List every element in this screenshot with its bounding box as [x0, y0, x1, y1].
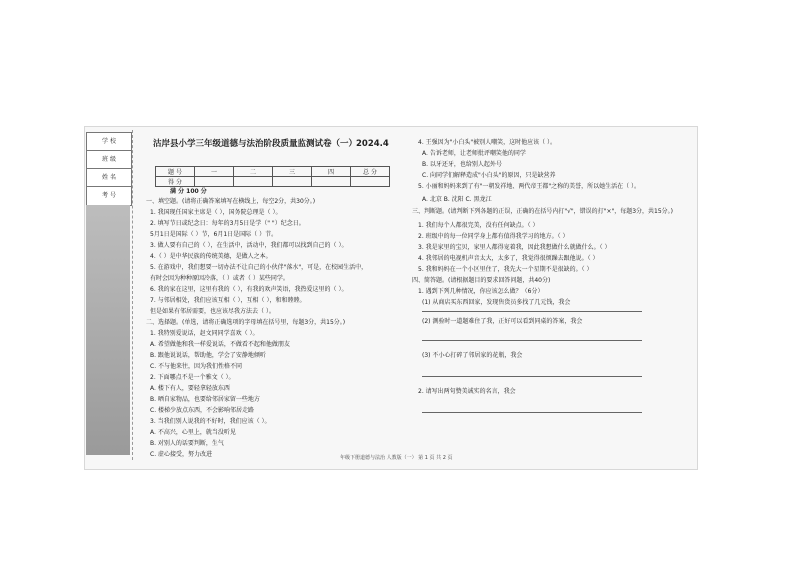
section-4-heading: 四、简答题。(请根据题目的要求回答问题，共40分)	[412, 277, 551, 284]
question-line: (2) 测验时一道题难住了我，正好可以看到同桌的答案，我会	[422, 318, 583, 325]
option-line: A. 不高兴，心里上，就当没听见	[150, 429, 236, 436]
score-header-cell: 总 分	[351, 167, 390, 177]
binding-band	[86, 205, 130, 455]
judge-line: 3. 我是家里的宝贝，家里人都得宠着我，因此我想做什么就做什么。（ ）	[418, 244, 611, 251]
page-footer: 年级下册道德与法治 人教版（一） 第 1 页 共 2 页	[340, 455, 453, 461]
option-line: A. 告诉老师，让老师批评嘲笑他的同学	[422, 150, 526, 157]
question-line: 6. 我的家在这里，这里有我的（ ），有我的欢声笑语，我热爱这里的（ ）。	[150, 286, 348, 293]
full-score: 满 分 100 分	[170, 188, 207, 195]
option-line: B. 对别人的话要判断，生气	[150, 440, 224, 447]
question-line: 3. 做人要有自己的（ ），在生活中，活动中，我们都可以找到自己的（ ）。	[150, 242, 348, 249]
option-line: A. 楼下有人，要轻拿轻放东西	[150, 385, 230, 392]
question-line: 1. 我国现任国家主席是（ ），国务院总理是（ ）。	[150, 209, 282, 216]
answer-line[interactable]	[422, 376, 642, 377]
score-header-cell: 题 号	[156, 167, 195, 177]
answer-line[interactable]	[422, 311, 642, 312]
option-line: B. 晒自家物品，也要给邻居家留一些地方	[150, 396, 260, 403]
section-2-heading: 二、选择题。(单选，请将正确选项的字母填在括号里，每题3分，共15分。)	[146, 319, 346, 326]
name-field: 姓 名	[86, 168, 132, 188]
score-cell[interactable]	[351, 177, 390, 187]
option-line: C. 虚心接受，努力改进	[150, 451, 213, 458]
question-line: 7. 与邻居相处，我们应该互相（ ），互相（ ），和和睦睦。	[150, 297, 306, 304]
score-header-cell: 三	[273, 167, 312, 177]
question-line: 2. 下面哪点不是一个雅文（ ）。	[150, 374, 235, 381]
question-line: 5. 小丽和妈妈来到了有"一朝发祥地、两代帝王都"之称的美誉，所以她生活在（ ）。	[418, 183, 641, 190]
school-field: 学 校	[86, 132, 132, 152]
score-cell[interactable]	[312, 177, 351, 187]
score-cell[interactable]	[234, 177, 273, 187]
score-header-cell: 四	[312, 167, 351, 177]
score-cell[interactable]	[195, 177, 234, 187]
score-cell[interactable]	[273, 177, 312, 187]
option-line: C. 向同学们解释造成"小白头"的原因，只是缺营养	[422, 172, 556, 179]
exam-number-field: 考 号	[86, 186, 132, 206]
question-line: 3. 当我们别人说我的不好时，我们应该（ ）。	[150, 418, 271, 425]
question-line: 有时会因为种种原因冷落，（ ）或者（ ）某些同学。	[150, 275, 289, 282]
judge-line: 2. 班级中的每一位同学身上都有值得我学习的地方。（ ）	[418, 233, 569, 240]
answer-line[interactable]	[422, 412, 642, 413]
question-line: 5月1日是国际（ ）节，6月1日是国际（ ）节。	[150, 231, 278, 238]
question-line: 2. 请写出两句赞美诚实的名言，我会	[418, 388, 516, 395]
question-line: 2. 填写节日或纪念日：每年的3月5日是学（" "）纪念日。	[150, 220, 305, 227]
binding-line	[132, 130, 133, 460]
score-header-cell: 二	[234, 167, 273, 177]
judge-line: 1. 我们每个人都很完美，没有任何缺点。（ ）	[418, 222, 539, 229]
question-line: (1) 从商店买东西回家，发现售货员多找了几元钱，我会	[422, 299, 571, 306]
question-line: 1. 我特别爱说话，赵文同同学喜欢（ ）。	[150, 330, 259, 337]
answer-line[interactable]	[422, 340, 642, 341]
question-line: (3) 不小心打碎了邻居家的花瓶，我会	[422, 352, 523, 359]
option-line: C. 楼梯少放点东西，不会影响邻居走路	[150, 407, 255, 414]
section-3-heading: 三、判断题。(请判断下列各题的正误，正确的在括号内打"√"，错误的打"×"，每题3分，共15分。)	[412, 208, 674, 215]
class-field: 班 级	[86, 150, 132, 170]
option-line: A. 希望做他和我一样爱说话，不做看不起和他做朋友	[150, 341, 290, 348]
exam-date: 2024.4	[356, 139, 389, 149]
question-line: 4.（ ）是中华民族的传统美德，是做人之本。	[150, 253, 272, 260]
option-line: A. 北京 B. 沈阳 C. 黑龙江	[422, 196, 492, 203]
judge-line: 5. 我和妈妈在一个小区里住了，我先大一个星期不是很缺的。（ ）	[418, 266, 593, 273]
question-line: 1. 遇到下列几种情况，你应该怎么做？（6分）	[418, 288, 544, 295]
judge-line: 4. 我邻居的电视机声音太大，太多了，我觉得很烦躁去跟他说。（ ）	[418, 255, 599, 262]
section-1-heading: 一、填空题。(请将正确答案填写在横线上，每空2分，共30分。)	[146, 198, 316, 205]
score-table	[155, 166, 390, 187]
question-line: 但是如果有邻居需要，也应该尽我方法去（ ）。	[150, 308, 275, 315]
option-line: B. 跟他说说话，帮助他，学会了安静地倾听	[150, 352, 266, 359]
option-line: C. 不与他来往，因为我们性格不同	[150, 363, 243, 370]
option-line: B. 以牙还牙，也给别人起外号	[422, 161, 502, 168]
question-line: 4. 王强因为"小白头"被别人嘲笑，这时他应该（ ）。	[418, 139, 557, 146]
score-header-cell: 一	[195, 167, 234, 177]
page-title: 沽岸县小学三年级道德与法治阶段质量监测试卷（一）	[153, 139, 358, 149]
score-row-label: 得 分	[156, 177, 195, 187]
question-line: 5. 在游戏中，我们想要一切办法不让自己的小伙伴"落水"，可是，在校园生活中，	[150, 264, 368, 271]
